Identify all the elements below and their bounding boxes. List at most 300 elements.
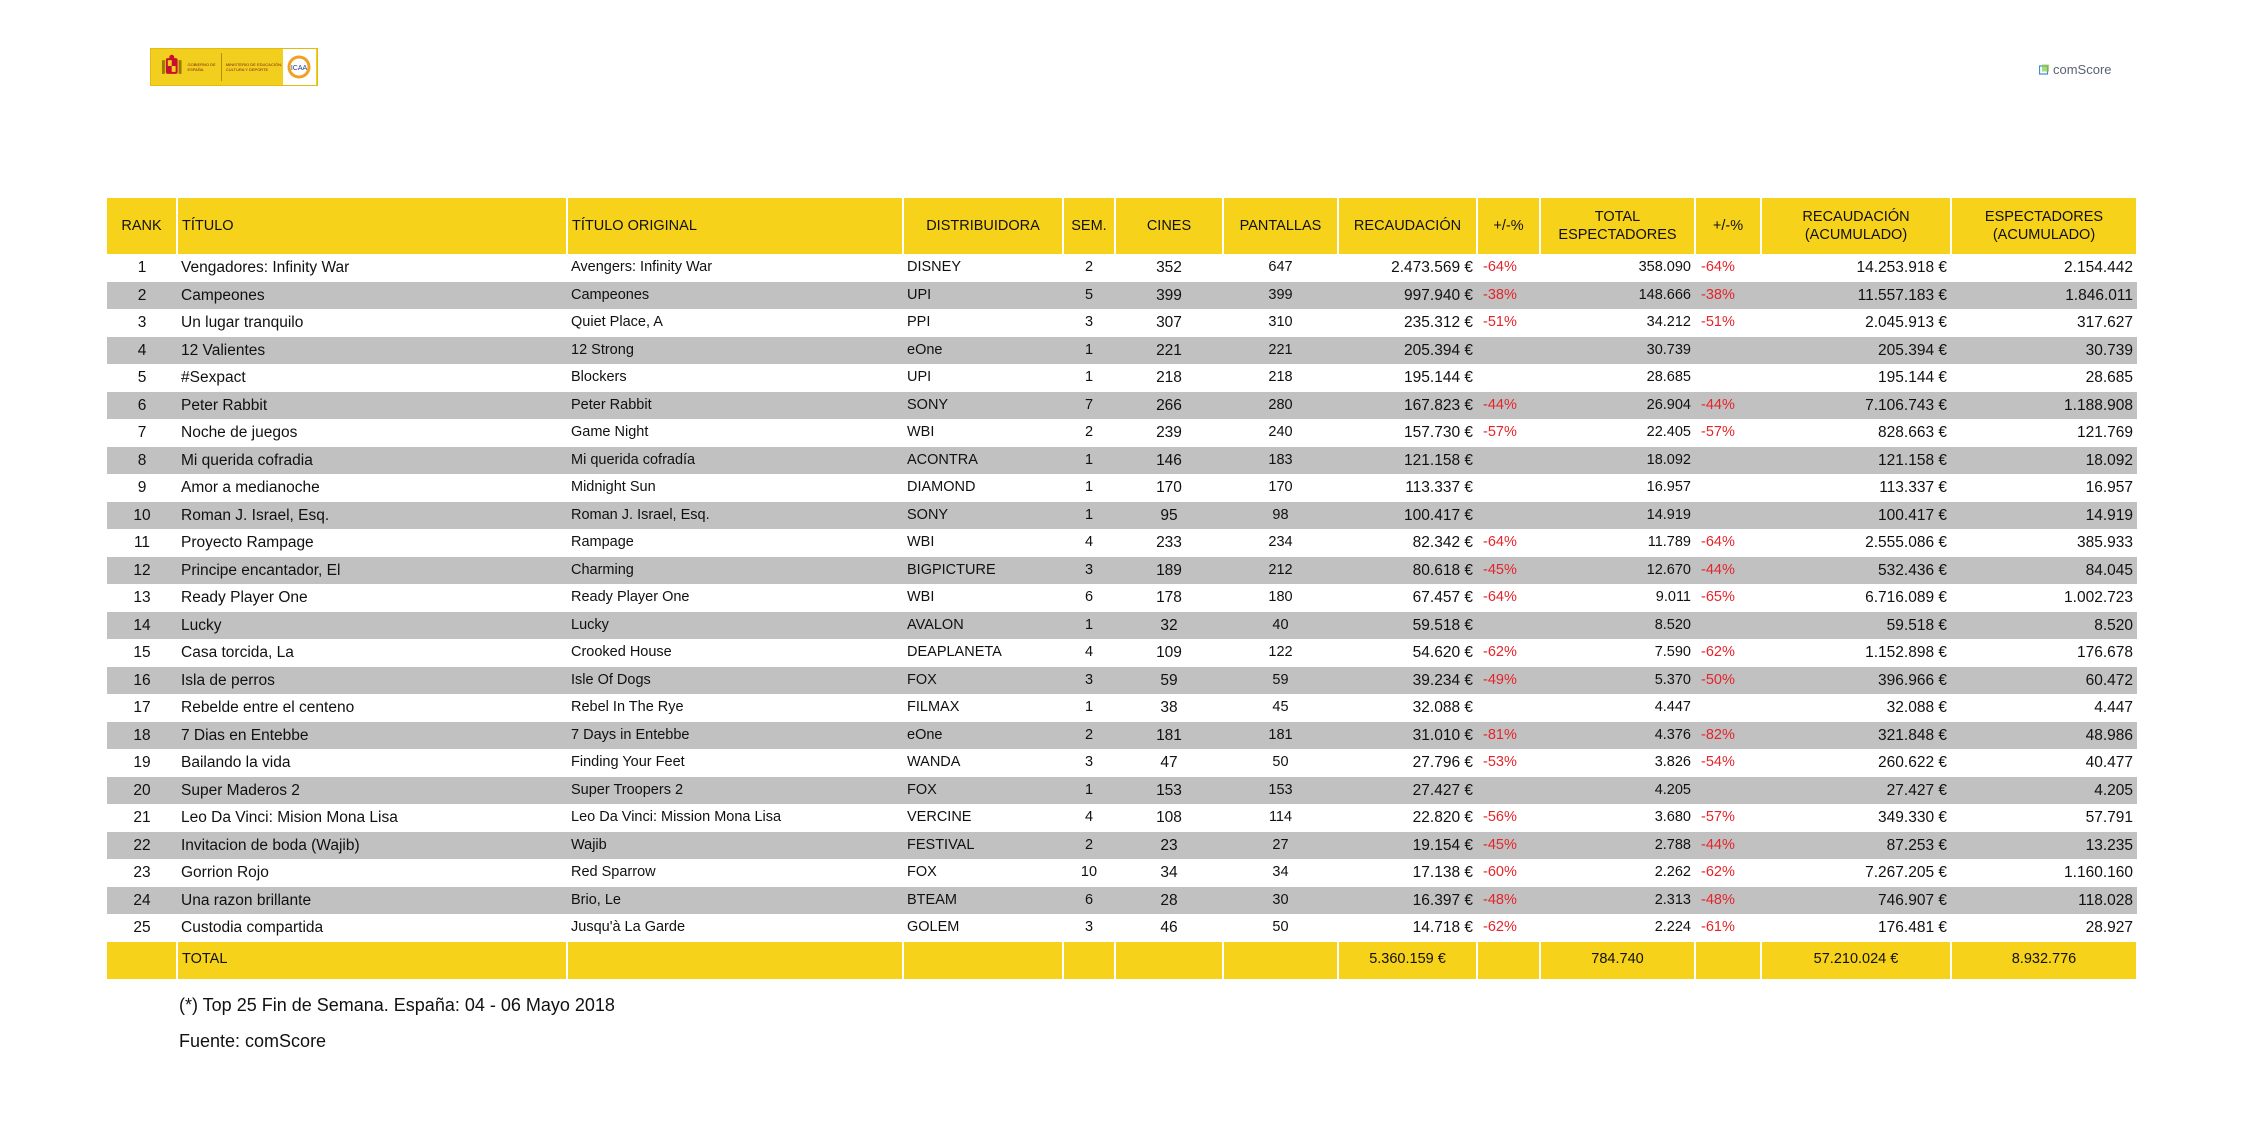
cell-recaudacion: 157.730 € — [1404, 424, 1473, 441]
cell-var-recaudacion — [1477, 364, 1540, 392]
cell-var-espectadores: -57% — [1701, 424, 1735, 440]
cell-espectadores-acumulado: 1.160.160 — [2064, 864, 2133, 881]
cell-cines: 23 — [1115, 832, 1223, 860]
cell-var-recaudacion — [1477, 474, 1540, 502]
table-row — [107, 254, 2137, 282]
footnote-prefix: (*) Top 25 Fin de Semana. España: — [179, 995, 460, 1015]
cell-var-espectadores — [1695, 364, 1761, 392]
cell-espectadores: 8.520 — [1540, 612, 1695, 640]
cell-espectadores: 148.666 — [1540, 282, 1695, 310]
cell-titulo-original: Roman J. Israel, Esq. — [567, 502, 903, 530]
cell-distribuidora: FOX — [907, 864, 937, 880]
cell-distribuidora: GOLEM — [907, 919, 960, 935]
cell-rank: 18 — [107, 722, 177, 750]
table-row — [107, 282, 2137, 310]
cell-recaudacion-acumulado: 6.716.089 € — [1865, 589, 1947, 606]
cell-espectadores-acumulado: 385.933 — [2076, 534, 2133, 551]
cell-espectadores-acumulado: 8.520 — [1951, 612, 2137, 640]
cell-distribuidora: DISNEY — [907, 259, 961, 275]
col-espectadores-acumulado: ESPECTADORES (ACUMULADO) — [1951, 198, 2137, 254]
cell-distribuidora: FILMAX — [907, 699, 960, 715]
table-row — [107, 749, 2137, 777]
cell-cines: 153 — [1115, 777, 1223, 805]
cell-pantallas: 183 — [1223, 447, 1338, 475]
cell-pantallas: 50 — [1272, 754, 1289, 770]
comscore-brand: comScore — [2053, 62, 2112, 77]
cell-recaudacion-acumulado: 195.144 € — [1878, 369, 1947, 386]
cell-pantallas: 221 — [1223, 337, 1338, 365]
cell-espectadores-acumulado: 176.678 — [2076, 644, 2133, 661]
cell-recaudacion-acumulado: 260.622 € — [1878, 754, 1947, 771]
cell-titulo-original: Blockers — [571, 369, 627, 385]
cell-var-recaudacion: -38% — [1477, 282, 1540, 310]
table-row — [107, 392, 2137, 420]
cell-recaudacion: 997.940 € — [1338, 282, 1477, 310]
cell-rank: 2 — [107, 282, 177, 310]
cell-espectadores: 5.370 — [1540, 667, 1695, 695]
cell-recaudacion-acumulado: 2.555.086 € — [1865, 534, 1947, 551]
cell-var-recaudacion — [1477, 694, 1540, 722]
cell-titulo-original: Game Night — [571, 424, 649, 440]
table-row — [107, 337, 2137, 365]
cell-recaudacion-acumulado: 32.088 € — [1886, 699, 1947, 716]
cell-titulo-original: Red Sparrow — [571, 864, 656, 880]
cell-var-espectadores: -65% — [1701, 589, 1735, 605]
cell-var-espectadores — [1695, 474, 1761, 502]
cell-recaudacion: 54.620 € — [1412, 644, 1473, 661]
cell-recaudacion-acumulado: 100.417 € — [1761, 502, 1951, 530]
cell-semanas: 2 — [1084, 259, 1094, 275]
cell-recaudacion-acumulado: 7.267.205 € — [1865, 864, 1947, 881]
total-row — [107, 942, 2137, 979]
cell-var-espectadores: -44% — [1695, 392, 1761, 420]
cell-var-espectadores: -50% — [1695, 667, 1761, 695]
cell-espectadores-acumulado: 13.235 — [1951, 832, 2137, 860]
cell-var-recaudacion: -64% — [1483, 259, 1517, 275]
cell-espectadores: 9.011 — [1655, 589, 1691, 605]
cell-distribuidora: FOX — [903, 667, 1063, 695]
cell-espectadores: 18.092 — [1540, 447, 1695, 475]
cell-semanas: 10 — [1080, 864, 1098, 880]
cell-cines: 59 — [1115, 667, 1223, 695]
cell-cines: 170 — [1156, 479, 1182, 496]
cell-var-espectadores: -61% — [1701, 919, 1735, 935]
cell-espectadores: 11.789 — [1647, 534, 1691, 550]
cell-var-recaudacion: -57% — [1483, 424, 1517, 440]
footnote-period — [179, 995, 615, 1016]
total-cell-empty — [1063, 942, 1115, 979]
table-row — [107, 722, 2137, 750]
cell-distribuidora: AVALON — [903, 612, 1063, 640]
total-cell-empty — [567, 942, 903, 979]
cell-espectadores: 22.405 — [1646, 424, 1691, 440]
cell-espectadores: 2.313 — [1540, 887, 1695, 915]
cell-espectadores-acumulado: 14.919 — [1951, 502, 2137, 530]
cell-espectadores: 4.376 — [1540, 722, 1695, 750]
cell-titulo: Invitacion de boda (Wajib) — [177, 832, 567, 860]
cell-semanas: 1 — [1084, 479, 1094, 495]
cell-distribuidora: DEAPLANETA — [907, 644, 1002, 660]
cell-rank: 17 — [133, 699, 151, 716]
cell-var-espectadores: -44% — [1695, 557, 1761, 585]
coat-of-arms-icon — [159, 54, 184, 80]
cell-recaudacion-acumulado: 121.158 € — [1761, 447, 1951, 475]
cell-titulo-original: Mi querida cofradía — [567, 447, 903, 475]
cell-distribuidora: SONY — [903, 392, 1063, 420]
cell-recaudacion: 27.427 € — [1338, 777, 1477, 805]
footnote-source: Fuente: comScore — [179, 1031, 327, 1051]
cell-cines: 352 — [1156, 259, 1182, 276]
table-row — [107, 474, 2137, 502]
cell-cines: 28 — [1115, 887, 1223, 915]
table-row — [107, 529, 2137, 557]
cell-rank: 9 — [137, 479, 147, 496]
cell-titulo-original: Wajib — [567, 832, 903, 860]
cell-semanas: 1 — [1063, 447, 1115, 475]
cell-var-espectadores: -51% — [1701, 314, 1735, 330]
cell-recaudacion: 195.144 € — [1404, 369, 1473, 386]
col-total-espectadores: TOTAL ESPECTADORES — [1540, 198, 1695, 254]
cell-rank: 25 — [133, 919, 151, 936]
cell-titulo-original: 7 Days in Entebbe — [567, 722, 903, 750]
cell-recaudacion: 19.154 € — [1338, 832, 1477, 860]
cell-var-recaudacion: -64% — [1483, 534, 1517, 550]
cell-semanas: 6 — [1063, 887, 1115, 915]
cell-titulo-original: Lucky — [567, 612, 903, 640]
icaa-icon — [286, 54, 312, 80]
cell-var-recaudacion: -45% — [1477, 832, 1540, 860]
cell-cines: 266 — [1115, 392, 1223, 420]
cell-espectadores: 30.739 — [1540, 337, 1695, 365]
total-cell-empty — [1223, 942, 1338, 979]
cell-rank: 5 — [137, 369, 147, 386]
cell-espectadores: 7.590 — [1654, 644, 1691, 660]
total-cell-empty — [1115, 942, 1223, 979]
cell-semanas: 1 — [1084, 699, 1094, 715]
col-titulo: TÍTULO — [177, 198, 567, 254]
cell-titulo: Ready Player One — [181, 589, 308, 606]
table-row — [107, 859, 2137, 887]
cell-titulo: 7 Dias en Entebbe — [177, 722, 567, 750]
government-logo — [150, 48, 318, 86]
col-titulo-original: TÍTULO ORIGINAL — [567, 198, 903, 254]
cell-var-espectadores — [1695, 612, 1761, 640]
cell-pantallas: 240 — [1268, 424, 1293, 440]
cell-cines: 109 — [1156, 644, 1182, 661]
cell-titulo: Amor a medianoche — [181, 479, 320, 496]
col-distribuidora: DISTRIBUIDORA — [903, 198, 1063, 254]
cell-var-recaudacion: -44% — [1477, 392, 1540, 420]
cell-semanas: 2 — [1063, 722, 1115, 750]
cell-titulo-original: Charming — [567, 557, 903, 585]
col-pantallas: PANTALLAS — [1223, 198, 1338, 254]
cell-semanas: 4 — [1084, 809, 1094, 825]
cell-recaudacion: 235.312 € — [1404, 314, 1473, 331]
cell-pantallas: 647 — [1268, 259, 1293, 275]
cell-cines: 146 — [1115, 447, 1223, 475]
cell-pantallas: 50 — [1272, 919, 1289, 935]
cell-var-espectadores: -62% — [1701, 864, 1735, 880]
cell-var-recaudacion: -49% — [1477, 667, 1540, 695]
table-row — [107, 557, 2137, 585]
cell-pantallas: 153 — [1223, 777, 1338, 805]
cell-recaudacion-acumulado: 321.848 € — [1761, 722, 1951, 750]
cell-espectadores: 12.670 — [1540, 557, 1695, 585]
cell-distribuidora: WBI — [907, 589, 935, 605]
cell-titulo-original: Campeones — [567, 282, 903, 310]
cell-titulo: Una razon brillante — [177, 887, 567, 915]
cell-pantallas: 98 — [1223, 502, 1338, 530]
cell-pantallas: 181 — [1223, 722, 1338, 750]
cell-semanas: 5 — [1063, 282, 1115, 310]
cell-espectadores-acumulado: 60.472 — [1951, 667, 2137, 695]
box-office-table — [107, 198, 2138, 979]
cell-titulo-original: Peter Rabbit — [567, 392, 903, 420]
cell-recaudacion: 2.473.569 € — [1391, 259, 1473, 276]
cell-var-espectadores — [1695, 447, 1761, 475]
cell-titulo-original: Jusqu'à La Garde — [571, 919, 686, 935]
cell-pantallas: 280 — [1223, 392, 1338, 420]
cell-rank: 8 — [107, 447, 177, 475]
cell-var-recaudacion — [1477, 337, 1540, 365]
cell-recaudacion-acumulado: 746.907 € — [1761, 887, 1951, 915]
cell-titulo-original: Avengers: Infinity War — [571, 259, 713, 275]
cell-espectadores-acumulado: 118.028 — [1951, 887, 2137, 915]
col-recaudacion: RECAUDACIÓN — [1338, 198, 1477, 254]
total-cell-empty — [107, 942, 177, 979]
cell-titulo-original: Finding Your Feet — [571, 754, 685, 770]
table-row — [107, 887, 2137, 915]
cell-recaudacion-acumulado: 349.330 € — [1878, 809, 1947, 826]
cell-var-espectadores: -64% — [1701, 259, 1735, 275]
cell-titulo: Mi querida cofradia — [177, 447, 567, 475]
cell-titulo-original: Crooked House — [571, 644, 672, 660]
cell-cines: 221 — [1115, 337, 1223, 365]
cell-var-recaudacion: -62% — [1483, 919, 1517, 935]
cell-recaudacion: 113.337 € — [1405, 479, 1473, 496]
cell-titulo-original: Leo Da Vinci: Mission Mona Lisa — [571, 809, 782, 825]
cell-distribuidora: PPI — [907, 314, 931, 330]
cell-recaudacion: 39.234 € — [1338, 667, 1477, 695]
cell-espectadores-acumulado: 28.927 — [2085, 919, 2133, 936]
cell-recaudacion-acumulado: 396.966 € — [1761, 667, 1951, 695]
cell-recaudacion: 82.342 € — [1412, 534, 1473, 551]
cell-cines: 178 — [1156, 589, 1182, 606]
comscore-logo — [2039, 62, 2112, 77]
cell-cines: 108 — [1156, 809, 1182, 826]
cell-titulo-original: Super Troopers 2 — [567, 777, 903, 805]
cell-semanas: 3 — [1084, 754, 1094, 770]
cell-distribuidora: VERCINE — [907, 809, 972, 825]
cell-pantallas: 234 — [1268, 534, 1293, 550]
cell-rank: 10 — [107, 502, 177, 530]
cell-rank: 22 — [107, 832, 177, 860]
cell-distribuidora: FOX — [903, 777, 1063, 805]
cell-var-espectadores — [1695, 777, 1761, 805]
cell-var-recaudacion: -45% — [1477, 557, 1540, 585]
cell-pantallas: 30 — [1223, 887, 1338, 915]
cell-espectadores: 2.224 — [1654, 919, 1691, 935]
col-rank: RANK — [107, 198, 177, 254]
cell-distribuidora: WBI — [907, 534, 935, 550]
cell-semanas: 4 — [1084, 644, 1094, 660]
cell-titulo: Super Maderos 2 — [177, 777, 567, 805]
cell-titulo: Gorrion Rojo — [181, 864, 269, 881]
table-row — [107, 364, 2137, 392]
cell-espectadores: 14.919 — [1540, 502, 1695, 530]
cell-cines: 181 — [1115, 722, 1223, 750]
cell-espectadores-acumulado: 48.986 — [1951, 722, 2137, 750]
cell-distribuidora: DIAMOND — [907, 479, 976, 495]
cell-recaudacion-acumulado: 1.152.898 € — [1865, 644, 1947, 661]
footnote-dates: 04 - 06 Mayo 2018 — [459, 995, 615, 1015]
cell-titulo: Campeones — [177, 282, 567, 310]
cell-espectadores-acumulado: 28.685 — [2085, 369, 2133, 386]
cell-espectadores: 3.680 — [1654, 809, 1691, 825]
cell-recaudacion-acumulado: 532.436 € — [1761, 557, 1951, 585]
cell-espectadores: 16.957 — [1646, 479, 1691, 495]
cell-recaudacion-acumulado: 27.427 € — [1761, 777, 1951, 805]
table-row — [107, 419, 2137, 447]
ministry-text: MINISTERIO DE EDUCACIÓN, CULTURA Y DEPORTE — [225, 62, 283, 72]
government-text: GOBIERNO DE ESPAÑA — [187, 62, 216, 72]
cell-espectadores: 28.685 — [1646, 369, 1691, 385]
cell-semanas: 2 — [1063, 832, 1115, 860]
cell-var-espectadores: -48% — [1695, 887, 1761, 915]
cell-recaudacion: 17.138 € — [1412, 864, 1473, 881]
total-espectadores: 784.740 — [1540, 942, 1695, 979]
table-row — [107, 804, 2137, 832]
cell-espectadores-acumulado: 57.791 — [2085, 809, 2133, 826]
cell-recaudacion: 22.820 € — [1412, 809, 1473, 826]
cell-espectadores: 4.447 — [1654, 699, 1691, 715]
cell-cines: 95 — [1115, 502, 1223, 530]
cell-recaudacion: 32.088 € — [1412, 699, 1473, 716]
cell-var-recaudacion: -48% — [1477, 887, 1540, 915]
cell-rank: 15 — [133, 644, 151, 661]
table-header-row — [107, 198, 2137, 254]
cell-recaudacion: 121.158 € — [1338, 447, 1477, 475]
cell-espectadores: 358.090 — [1638, 259, 1691, 275]
cell-espectadores-acumulado: 84.045 — [1951, 557, 2137, 585]
cell-titulo: Proyecto Rampage — [181, 534, 314, 551]
cell-cines: 38 — [1160, 699, 1178, 716]
cell-rank: 16 — [107, 667, 177, 695]
cell-rank: 24 — [107, 887, 177, 915]
cell-recaudacion-acumulado: 205.394 € — [1761, 337, 1951, 365]
cell-espectadores-acumulado: 121.769 — [2076, 424, 2133, 441]
col-cines: CINES — [1115, 198, 1223, 254]
cell-titulo-original: Quiet Place, A — [571, 314, 663, 330]
cell-distribuidora: BTEAM — [903, 887, 1063, 915]
cell-recaudacion-acumulado: 2.045.913 € — [1865, 314, 1947, 331]
cell-distribuidora: UPI — [903, 282, 1063, 310]
cell-rank: 7 — [137, 424, 147, 441]
icaa-logo — [283, 49, 316, 85]
total-recaudacion: 5.360.159 € — [1338, 942, 1477, 979]
table-row — [107, 612, 2137, 640]
cell-rank: 6 — [107, 392, 177, 420]
cell-distribuidora: BIGPICTURE — [903, 557, 1063, 585]
cell-titulo: Custodia compartida — [181, 919, 324, 936]
cell-cines: 239 — [1156, 424, 1182, 441]
cell-cines: 46 — [1160, 919, 1178, 936]
cell-distribuidora: eOne — [903, 337, 1063, 365]
cell-var-recaudacion: -62% — [1483, 644, 1517, 660]
cell-recaudacion: 31.010 € — [1338, 722, 1477, 750]
cell-espectadores-acumulado: 2.154.442 — [2064, 259, 2133, 276]
cell-var-recaudacion: -56% — [1483, 809, 1517, 825]
cell-distribuidora: ACONTRA — [903, 447, 1063, 475]
cell-cines: 47 — [1160, 754, 1178, 771]
cell-espectadores: 34.212 — [1646, 314, 1691, 330]
cell-rank: 19 — [133, 754, 151, 771]
cell-var-espectadores: -38% — [1695, 282, 1761, 310]
cell-pantallas: 45 — [1272, 699, 1289, 715]
cell-pantallas: 122 — [1268, 644, 1293, 660]
cell-recaudacion: 167.823 € — [1338, 392, 1477, 420]
table-row — [107, 502, 2137, 530]
cell-pantallas: 40 — [1223, 612, 1338, 640]
cell-var-recaudacion: -60% — [1483, 864, 1517, 880]
cell-espectadores-acumulado: 4.447 — [2094, 699, 2133, 716]
col-recaudacion-acumulado: RECAUDACIÓN (ACUMULADO) — [1761, 198, 1951, 254]
cell-var-recaudacion: -53% — [1483, 754, 1517, 770]
cell-espectadores-acumulado: 317.627 — [2076, 314, 2133, 331]
col-var-recaudacion: +/-% — [1477, 198, 1540, 254]
cell-semanas: 1 — [1063, 612, 1115, 640]
cell-var-recaudacion — [1477, 447, 1540, 475]
total-recaudacion-acumulado: 57.210.024 € — [1761, 942, 1951, 979]
cell-espectadores-acumulado: 1.846.011 — [1951, 282, 2137, 310]
cell-recaudacion: 59.518 € — [1338, 612, 1477, 640]
cell-semanas: 1 — [1063, 777, 1115, 805]
cell-rank: 11 — [133, 534, 151, 551]
cell-espectadores-acumulado: 18.092 — [1951, 447, 2137, 475]
table-row — [107, 914, 2137, 942]
cell-distribuidora: WBI — [907, 424, 935, 440]
cell-titulo: Lucky — [177, 612, 567, 640]
cell-semanas: 1 — [1063, 502, 1115, 530]
cell-semanas: 3 — [1063, 557, 1115, 585]
cell-titulo: Isla de perros — [177, 667, 567, 695]
cell-var-recaudacion: -64% — [1483, 589, 1517, 605]
cell-titulo-original: Rampage — [571, 534, 634, 550]
col-semanas: SEM. — [1063, 198, 1115, 254]
cell-espectadores-acumulado: 16.957 — [2085, 479, 2133, 496]
table-row — [107, 447, 2137, 475]
cell-var-recaudacion — [1477, 777, 1540, 805]
table-row — [107, 309, 2137, 337]
cell-rank: 3 — [137, 314, 147, 331]
cell-titulo: Peter Rabbit — [177, 392, 567, 420]
cell-rank: 20 — [107, 777, 177, 805]
cell-espectadores-acumulado: 4.205 — [1951, 777, 2137, 805]
cell-espectadores-acumulado: 30.739 — [1951, 337, 2137, 365]
cell-espectadores: 4.205 — [1540, 777, 1695, 805]
total-cell-empty — [903, 942, 1063, 979]
cell-titulo: Noche de juegos — [181, 424, 298, 441]
cell-recaudacion: 80.618 € — [1338, 557, 1477, 585]
cell-var-recaudacion: -81% — [1477, 722, 1540, 750]
cell-var-espectadores: -64% — [1701, 534, 1735, 550]
cell-titulo-original: Rebel In The Rye — [571, 699, 684, 715]
cell-titulo: Casa torcida, La — [181, 644, 294, 661]
table-row — [107, 694, 2137, 722]
cell-distribuidora: UPI — [907, 369, 932, 385]
cell-recaudacion: 67.457 € — [1412, 589, 1473, 606]
cell-espectadores-acumulado: 1.188.908 — [1951, 392, 2137, 420]
